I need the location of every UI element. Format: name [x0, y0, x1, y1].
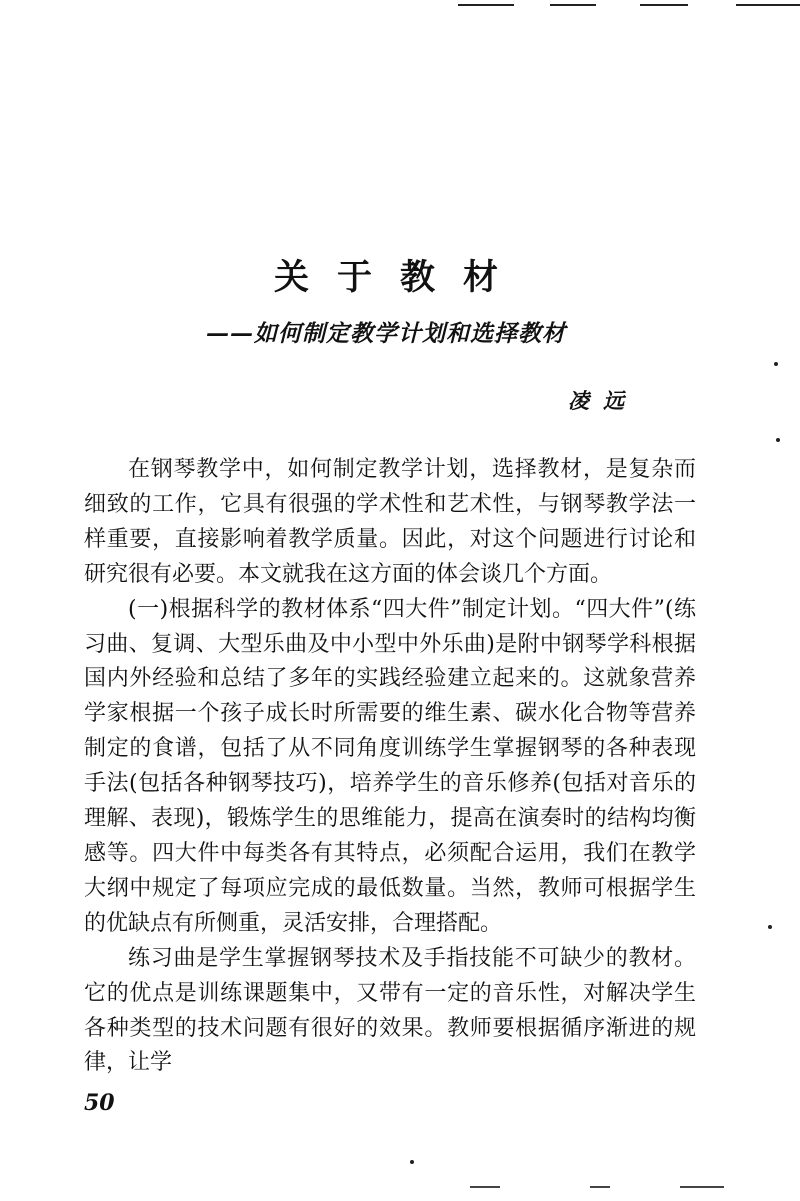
scan-speck	[776, 438, 780, 442]
top-rule	[736, 4, 800, 6]
paragraph-intro: 在钢琴教学中，如何制定教学计划，选择教材，是复杂而细致的工作，它具有很强的学术性和艺术性，与钢琴教学法一样重要，直接影响着教学质量。因此，对这个问题进行讨论和研究很有必要。本文就我在这方面的体会谈几个方面。	[84, 457, 696, 587]
scan-speck	[774, 362, 778, 366]
paragraph-section-one: (一)根据科学的教材体系“四大件”制定计划。“四大件”(练习曲、复调、大型乐曲及中小型中外乐曲)是附中钢琴学科根据国内外经验和总结了多年的实践经验建立起来的。这就象营养学家根据一个孩子成长时所需要的维生素、碳水化合物等营养制定的食谱，包括了从不同角度训练学生掌握钢琴的各种表现手法(包括各种钢琴技巧)，培养学生的音乐修养(包括对音乐的理解、表现)，锻炼学生的思维能力，提高在演奏时的结构均衡感等。四大件中每类各有其特点，必须配合运用，我们在教学大纲中规定了每项应完成的最低数量。当然，教师可根据学生的优缺点有所侧重，灵活安排，合理搭配。	[84, 596, 696, 936]
top-rule	[458, 4, 514, 6]
article-body	[84, 453, 696, 1081]
paragraph-etudes: 练习曲是学生掌握钢琴技术及手指技能不可缺少的教材。它的优点是训练课题集中，又带有一定的音乐性，对解决学生各种类型的技术问题有很好的效果。教师要根据循序渐进的规律，让学	[84, 945, 696, 1076]
article-subtitle: ——如何制定教学计划和选择教材	[206, 320, 566, 347]
bottom-rule	[680, 1186, 724, 1188]
page-number: 50	[84, 1090, 115, 1116]
scan-speck	[768, 925, 772, 929]
scan-speck	[410, 1160, 414, 1164]
article-author: 凌远	[568, 388, 638, 413]
bottom-rule	[470, 1186, 500, 1188]
bottom-rule	[590, 1186, 610, 1188]
top-rule	[550, 4, 596, 6]
article-title: 关于教材	[273, 257, 526, 298]
top-rule	[640, 4, 688, 6]
